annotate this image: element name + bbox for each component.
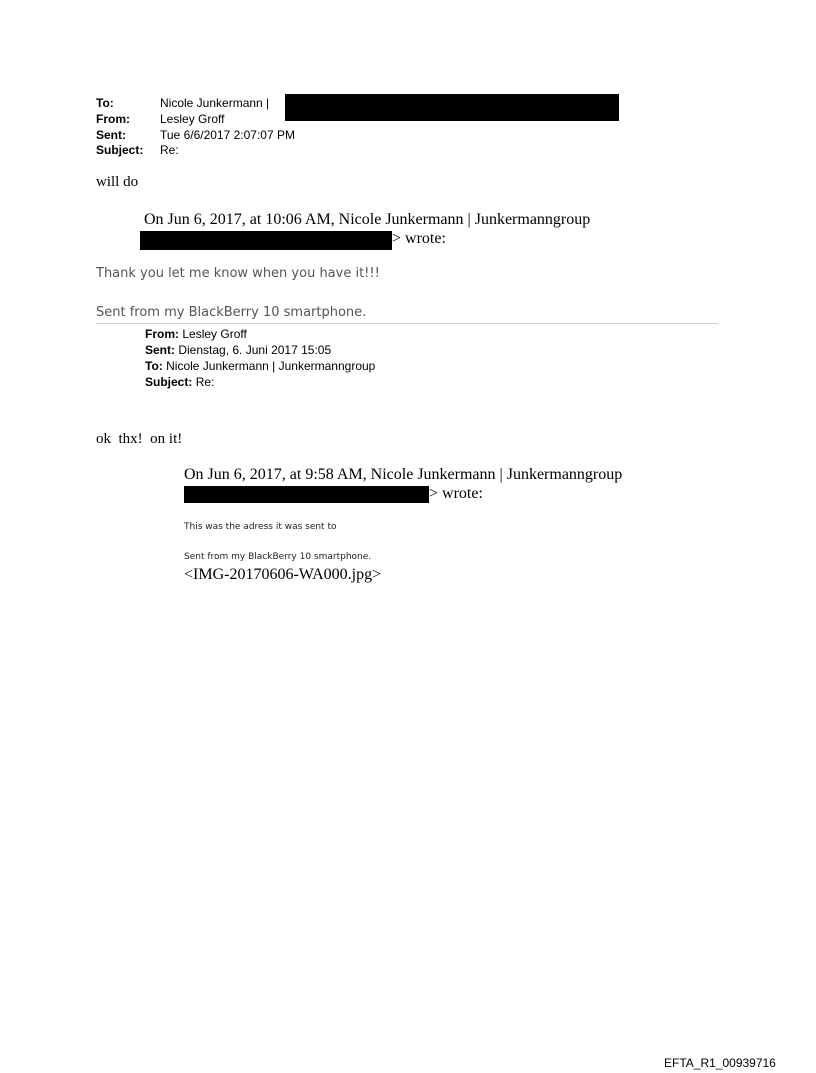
fwd-to-row <box>145 359 375 373</box>
redaction-box <box>285 94 619 121</box>
blackberry-signature-small: Sent from my BlackBerry 10 smartphone. <box>184 552 372 562</box>
sent-value: Tue 6/6/2017 2:07:07 PM <box>160 128 295 142</box>
reply-text: will do <box>96 174 139 190</box>
subject-label: Subject: <box>96 143 144 157</box>
attachment-name: <IMG-20170606-WA000.jpg> <box>184 566 382 583</box>
redaction-box <box>140 231 392 250</box>
quote-attribution-line2: > wrote: <box>392 230 446 247</box>
fwd-subject-label: Subject: <box>145 375 193 389</box>
fwd-sent-row <box>145 343 331 357</box>
to-value: Nicole Junkermann | <box>160 96 270 110</box>
to-label: To: <box>96 96 114 110</box>
redaction-box <box>184 486 429 503</box>
from-label: From: <box>96 112 130 126</box>
fwd-subject-value: Re: <box>195 375 215 389</box>
document-id: EFTA_R1_00939716 <box>664 1056 776 1070</box>
quote-attribution-line1: On Jun 6, 2017, at 10:06 AM, Nicole Junkermann | Junkermanngroup <box>144 211 591 228</box>
fwd-subject-row <box>145 375 214 389</box>
fwd-sent-label: Sent: <box>145 343 175 357</box>
blackberry-signature: Sent from my BlackBerry 10 smartphone. <box>96 305 367 320</box>
fwd-from-row <box>145 327 247 341</box>
quote-attribution-line2: > wrote: <box>429 485 483 502</box>
subject-value: Re: <box>160 143 179 157</box>
fwd-to-value: Nicole Junkermann | Junkermanngroup <box>166 359 376 373</box>
fwd-to-label: To: <box>145 359 163 373</box>
fwd-from-value: Lesley Groff <box>182 327 247 341</box>
thanks-text: Thank you let me know when you have it!!! <box>96 266 380 281</box>
adress-text: This was the adress it was sent to <box>184 522 337 532</box>
from-value: Lesley Groff <box>160 112 225 126</box>
ok-text: ok thx! on it! <box>96 431 183 447</box>
divider <box>96 323 718 324</box>
quote-attribution-line1: On Jun 6, 2017, at 9:58 AM, Nicole Junkermann | Junkermanngroup <box>184 466 623 483</box>
fwd-sent-value: Dienstag, 6. Juni 2017 15:05 <box>178 343 332 357</box>
sent-label: Sent: <box>96 128 126 142</box>
fwd-from-label: From: <box>145 327 179 341</box>
